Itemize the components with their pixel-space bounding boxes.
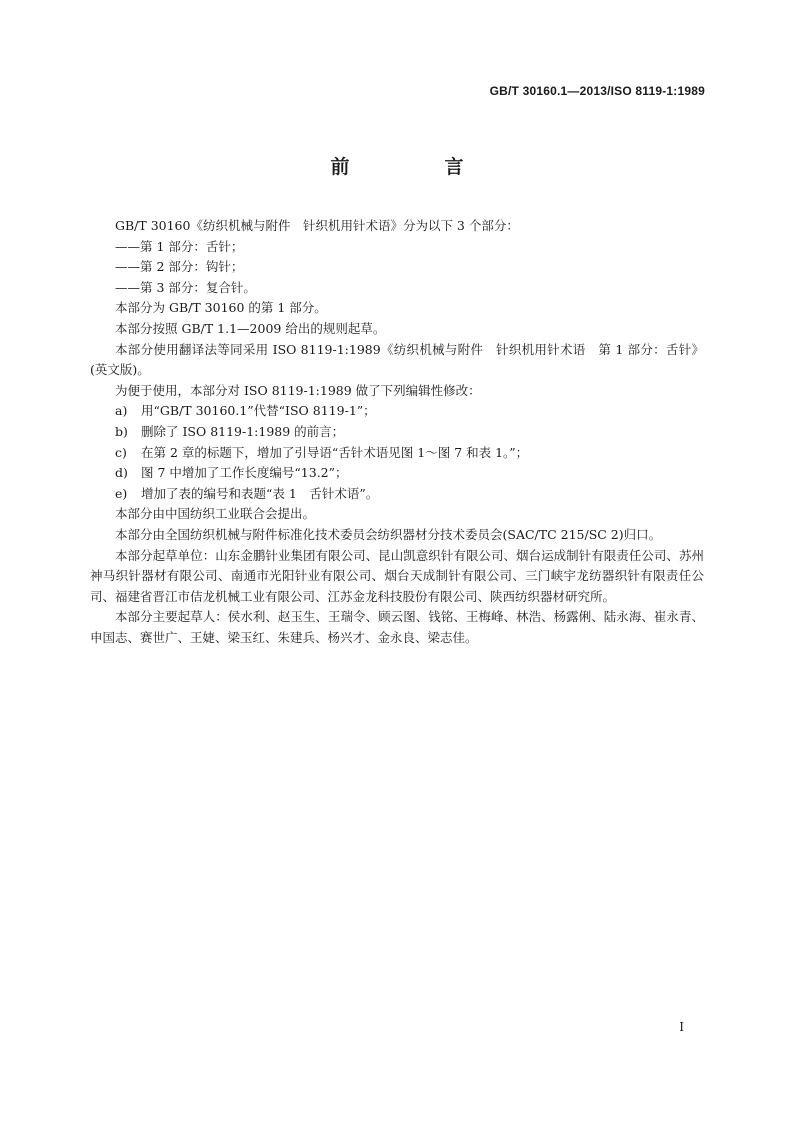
- paragraph-parts-intro: GB/T 30160《纺织机械与附件 针织机用针术语》分为以下 3 个部分：: [115, 218, 519, 233]
- edit-item-c: [90, 443, 704, 464]
- foreword-body: [90, 216, 704, 648]
- edit-item-a: [90, 401, 704, 422]
- paragraph-adoption: 本部分使用翻译法等同采用 ISO 8119-1:1989《纺织机械与附件 针织机用针术语 第 1 部分：舌针》(英文版)。: [90, 341, 704, 378]
- edit-item-text: 在第 2 章的标题下，增加了引导语“舌针术语见图 1～图 7 和表 1。”；: [141, 444, 529, 460]
- page-title: 前 言: [330, 156, 502, 178]
- edit-item-mark: c): [115, 444, 127, 460]
- page-number: I: [679, 1020, 684, 1034]
- edit-item-e: [90, 484, 704, 505]
- edit-item-text: 用“GB/T 30160.1”代替“ISO 8119-1”；: [141, 403, 376, 419]
- edit-item-text: 增加了表的编号和表题“表 1 舌针术语”。: [141, 485, 379, 501]
- paragraph-committee: 本部分由全国纺织机械与附件标准化技术委员会纺织器材分技术委员会(SAC/TC 215/SC 2)归口。: [115, 526, 662, 542]
- paragraph-proposer: 本部分由中国纺织工业联合会提出。: [115, 506, 316, 522]
- paragraph-part-1: ——第 1 部分：舌针；: [115, 238, 244, 254]
- paragraph-drafting-rules: 本部分按照 GB/T 1.1—2009 给出的规则起草。: [115, 320, 386, 336]
- edit-item-b: [90, 422, 704, 443]
- paragraph-this-part: 本部分为 GB/T 30160 的第 1 部分。: [115, 300, 327, 316]
- edit-item-mark: b): [115, 423, 128, 439]
- paragraph-drafters: 本部分主要起草人：侯水利、赵玉生、王瑞令、顾云图、钱铭、王梅峰、林浩、杨露俐、陆永海、崔永青、申国志、赛世广、王婕、梁玉红、朱建兵、杨兴才、金永良、梁志佳。: [90, 609, 704, 645]
- edit-item-text: 图 7 中增加了工作长度编号“13.2”；: [141, 465, 348, 481]
- paragraph-drafting-units: 本部分起草单位：山东金鹏针业集团有限公司、昆山凯意织针有限公司、烟台运成制针有限责任公司、苏州神马织针器材有限公司、南通市光阳针业有限公司、烟台天成制针有限公司、三门峡宇龙纺器织针有限责任公司、福建省晋江市佶龙机械工业有限公司、江苏金龙科技股份有限公司、陕西纺织器材研究所。: [90, 547, 704, 604]
- paragraph-part-2: ——第 2 部分：钩针；: [115, 259, 244, 275]
- paragraph-edits-intro: 为便于使用，本部分对 ISO 8119-1:1989 做了下列编辑性修改：: [115, 382, 481, 398]
- edit-item-mark: d): [115, 465, 128, 481]
- paragraph-part-3: ——第 3 部分：复合针。: [115, 279, 256, 295]
- edit-item-mark: e): [115, 485, 128, 501]
- standard-code: GB/T 30160.1—2013/ISO 8119-1:1989: [489, 84, 705, 98]
- edit-item-text: 删除了 ISO 8119-1:1989 的前言；: [141, 423, 345, 439]
- edit-item-d: [90, 463, 704, 484]
- edit-item-mark: a): [115, 403, 128, 419]
